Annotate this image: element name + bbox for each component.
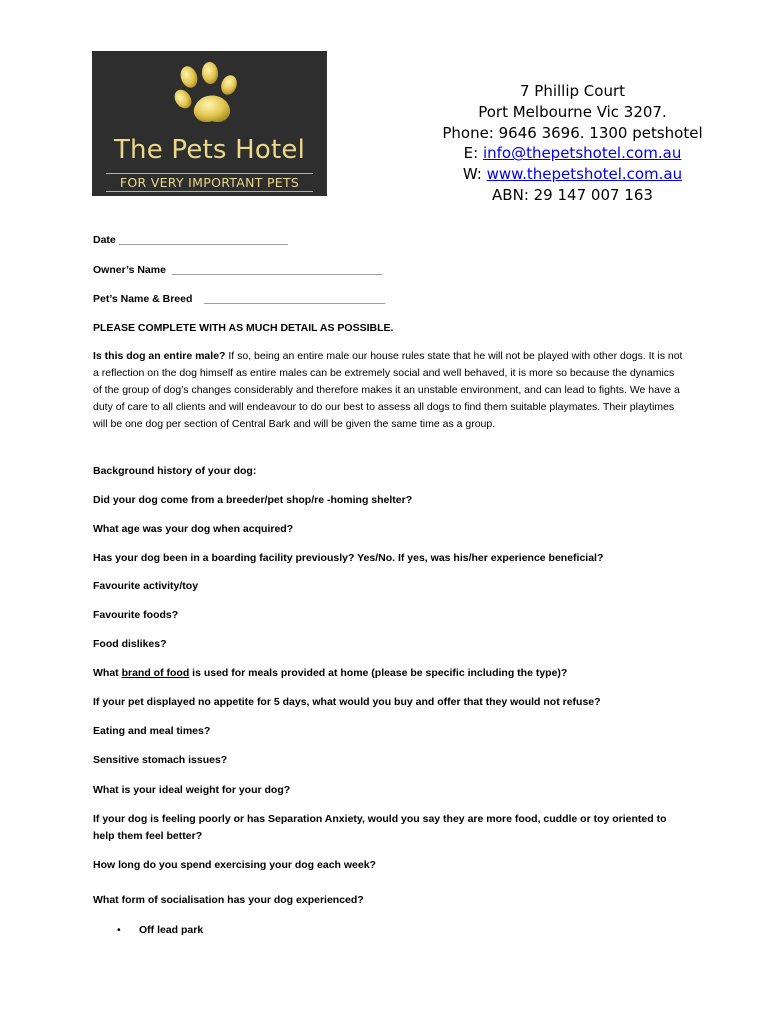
entire-male-paragraph — [93, 348, 683, 433]
question-food-dislikes: Food dislikes? — [93, 638, 167, 650]
email-label: E: — [463, 144, 483, 163]
email-link[interactable]: info@thepetshotel.com.au — [482, 144, 682, 163]
question-favourite-activity: Favourite activity/toy — [93, 580, 199, 592]
suburb-address: Port Melbourne Vic 3207. — [478, 102, 667, 121]
entire-male-question: Is this dog an entire male? — [93, 350, 226, 362]
question-no-appetite: If your pet displayed no appetite for 5 days, what would you buy and offer that they would not refuse? — [93, 696, 601, 708]
logo-tagline: FOR VERY IMPORTANT PETS — [119, 175, 300, 190]
brand-question-underlined: brand of food — [121, 667, 190, 679]
question-boarding-history: Has your dog been in a boarding facility previously? Yes/No. If yes, was his/her experience beneficial? — [93, 552, 604, 564]
logo-name: The Pets Hotel — [113, 135, 306, 165]
contact-block — [440, 81, 705, 206]
bullet-off-lead-park: Off lead park — [139, 924, 204, 936]
bullet-marker: • — [117, 924, 121, 936]
question-sensitive-stomach: Sensitive stomach issues? — [93, 754, 228, 766]
question-brand-of-food — [93, 667, 567, 679]
question-favourite-foods: Favourite foods? — [93, 609, 179, 621]
instruction-heading: PLEASE COMPLETE WITH AS MUCH DETAIL AS POSSIBLE. — [93, 322, 394, 334]
question-meal-times: Eating and meal times? — [93, 725, 211, 737]
logo-divider — [106, 191, 313, 192]
entire-male-text: If so, being an entire male our house rules state that he will not be played with other dogs. It is not a reflection on the dog himself as entire males can be extremely social and well behaved, it is more so because the dynamics of the group of dog’s changes considerably and therefore makes it an unstable environment, and can lead to fights. We have a duty of care to all clients and will endeavour to do our best to assess all dogs to find them suitable playmates. Their playtimes will be one dog per section of Central Bark and will be given the same time as a group. — [93, 350, 683, 430]
question-background-history: Background history of your dog: — [93, 465, 257, 477]
question-origin: Did your dog come from a breeder/pet shop/re -homing shelter? — [93, 494, 413, 506]
question-exercise: How long do you spend exercising your dog each week? — [93, 859, 376, 871]
brand-question-start: What — [93, 667, 122, 679]
website-link[interactable]: www.thepetshotel.com.au — [486, 165, 683, 184]
question-age-acquired: What age was your dog when acquired? — [93, 523, 294, 535]
question-separation-anxiety: If your dog is feeling poorly or has Separation Anxiety, would you say they are more food, cuddle or toy oriented to help them feel better? — [93, 813, 667, 842]
pets-hotel-logo — [92, 51, 327, 196]
logo-divider — [106, 173, 313, 174]
brand-question-end: is used for meals provided at home (please be specific including the type)? — [189, 667, 568, 679]
owner-name-field[interactable]: Owner’s Name ____________________________________ — [93, 264, 383, 276]
pet-name-breed-field[interactable]: Pet’s Name & Breed _______________________________ — [93, 293, 386, 305]
question-ideal-weight: What is your ideal weight for your dog? — [93, 784, 291, 796]
street-address: 7 Phillip Court — [519, 82, 626, 100]
web-label: W: — [462, 165, 487, 184]
abn: ABN: 29 147 007 163 — [492, 185, 653, 204]
phone-number: Phone: 9646 3696. 1300 petshotel — [442, 123, 703, 142]
question-socialisation: What form of socialisation has your dog experienced? — [93, 894, 364, 906]
date-field[interactable]: Date _____________________________ — [93, 234, 289, 246]
email-line — [440, 143, 705, 164]
web-line — [440, 164, 705, 185]
